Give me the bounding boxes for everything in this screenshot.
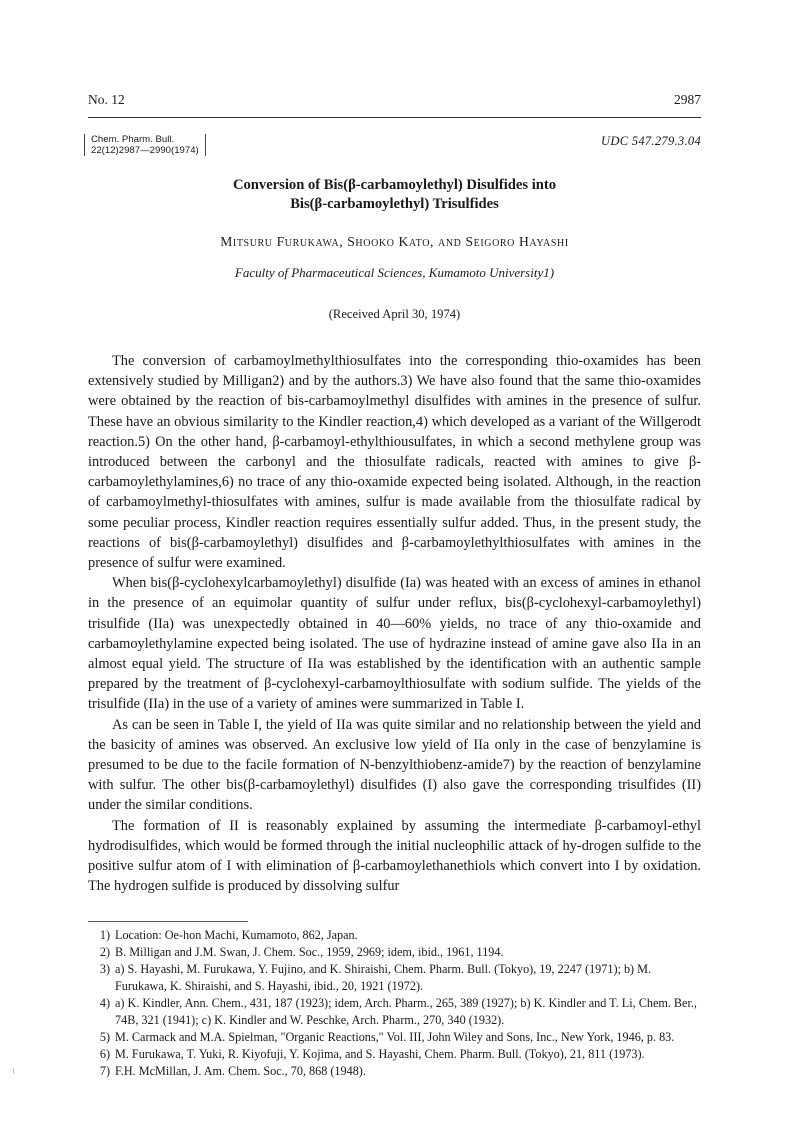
footnote-item bbox=[88, 927, 701, 944]
article-title bbox=[88, 176, 701, 214]
footnote-text: M. Furukawa, T. Yuki, R. Kiyofuji, Y. Kojima, and S. Hayashi, Chem. Pharm. Bull. (Tokyo), 21, 811 (1973). bbox=[115, 1047, 645, 1061]
paragraph-2: When bis(β-cyclohexylcarbamoylethyl) disulfide (Ia) was heated with an excess of amines in ethanol in the presence of an equimolar quantity of sulfur under reflux, bis(β-cyclohexyl-carbamoylethyl) trisulfide (IIa) was unexpectedly obtained in 40—60% yields, no trace of any thio-oxamide and carbamoylethylamine expected being isolated. The use of hydrazine instead of amine gave also IIa in an almost equal yield. The structure of IIa was established by the identification with an authentic sample prepared by the treatment of β-cyclohexyl-carbamoylthiosulfate with sodium sulfide. The yields of the trisulfide (IIa) in the use of a variety of amines were summarized in Table I. bbox=[88, 575, 701, 713]
footnote-divider bbox=[88, 921, 248, 922]
paragraph-3: As can be seen in Table I, the yield of IIa was quite similar and no relationship between the yield and the basicity of amines was observed. An exclusive low yield of IIa only in the case of benzylamine is presumed to be due to the facile formation of N-benzylthiobenz-amide7) by the reaction of benzylamine with sulfur. The other bis(β-carbamoylethyl) disulfides (I) also gave the corresponding trisulfides (II) under the similar conditions. bbox=[88, 716, 701, 814]
footnote-text: a) S. Hayashi, M. Furukawa, Y. Fujino, and K. Shiraishi, Chem. Pharm. Bull. (Tokyo), 19, 2247 (1971); b) M. Furukawa, K. Shiraishi, and S. Hayashi, ibid., 20, 1921 (1972). bbox=[115, 962, 652, 993]
header-divider bbox=[88, 117, 701, 118]
footnote-text: M. Carmack and M.A. Spielman, "Organic Reactions," Vol. III, John Wiley and Sons, Inc., New York, 1946, p. 83. bbox=[115, 1030, 675, 1044]
article-title-line2: Bis(β-carbamoylethyl) Trisulfides bbox=[290, 196, 499, 212]
authors: Mitsuru Furukawa, Shooko Kato, and Seigoro Hayashi bbox=[220, 234, 569, 249]
page-number: 2987 bbox=[674, 92, 701, 107]
affiliation: Faculty of Pharmaceutical Sciences, Kumamoto University1) bbox=[234, 265, 555, 280]
footnote-number: 5) bbox=[99, 1030, 110, 1044]
footnote-text: B. Milligan and J.M. Swan, J. Chem. Soc., 1959, 2969; idem, ibid., 1961, 1194. bbox=[115, 945, 504, 959]
journal-reference-title: Chem. Pharm. Bull. bbox=[91, 134, 175, 145]
paragraph-4: The formation of II is reasonably explained by assuming the intermediate β-carbamoyl-ethyl hydrodisulfides, which would be formed through the initial nucleophilic attack of hy-drogen sulfide to the positive sulfur atom of I with elimination of β-carbamoylethanethiols which convert into I by oxidation. The hydrogen sulfide is produced by dissolving sulfur bbox=[88, 817, 701, 895]
footnote-number: 4) bbox=[99, 996, 110, 1010]
footnote-item bbox=[88, 1063, 701, 1080]
footnote-item bbox=[88, 944, 701, 961]
footnote-number: 2) bbox=[99, 945, 110, 959]
scan-mark-icon bbox=[12, 1068, 15, 1074]
footnote-item bbox=[88, 1029, 701, 1046]
footnote-item bbox=[88, 995, 701, 1029]
footnote-text: F.H. McMillan, J. Am. Chem. Soc., 70, 868 (1948). bbox=[115, 1064, 366, 1078]
journal-reference bbox=[84, 134, 206, 156]
footnotes bbox=[88, 927, 701, 1080]
footnote-number: 1) bbox=[99, 928, 110, 942]
udc-code: UDC 547.279.3.04 bbox=[601, 134, 701, 148]
footnote-number: 7) bbox=[99, 1064, 110, 1078]
journal-reference-volume: 22(12)2987—2990(1974) bbox=[91, 145, 199, 156]
footnote-item bbox=[88, 961, 701, 995]
received-date: (Received April 30, 1974) bbox=[328, 307, 461, 321]
footnote-text: a) K. Kindler, Ann. Chem., 431, 187 (1923); idem, Arch. Pharm., 265, 389 (1927); b) K. Kindler and T. Li, Chem. Ber., 74B, 321 (1941); c) K. Kindler and W. Peschke, Arch. Pharm., 270, 340 (1932). bbox=[115, 996, 697, 1027]
paragraph-1: The conversion of carbamoylmethylthiosulfates into the corresponding thio-oxamides has been extensively studied by Milligan2) and by the authors.3) We have also found that the same thio-oxamides were obtained by the reaction of bis-carbamoylmethyl disulfides with amines in the presence of sulfur. These have an obvious similarity to the Kindler reaction,4) which developed as a variant of the Willgerodt reaction.5) On the other hand, β-carbamoyl-ethylthiousulfates, in which a second methylene group was introduced between the carbonyl and the thiosulfate radicals, reacted with amines to give β-carbamoylethylamines,6) no trace of any thio-oxamide expected being isolated. Although, in the reaction of carbamoylmethyl-thiosulfates with amines, sulfur is made available from the thiosulfate radical by some peculiar process, Kindler reaction requires essentially sulfur added. Thus, in the present study, the reactions of bis(β-carbamoylethyl) disulfides and β-carbamoylethylthiosulfates with amines in the presence of sulfur were examined. bbox=[88, 353, 701, 572]
footnote-number: 6) bbox=[99, 1047, 110, 1061]
footnote-text: Location: Oe-hon Machi, Kumamoto, 862, Japan. bbox=[115, 928, 358, 942]
article-title-line1: Conversion of Bis(β-carbamoylethyl) Disulfides into bbox=[232, 177, 557, 193]
article-body bbox=[88, 351, 701, 896]
issue-number: No. 12 bbox=[88, 92, 125, 107]
footnote-item bbox=[88, 1046, 701, 1063]
footnote-number: 3) bbox=[99, 962, 110, 976]
